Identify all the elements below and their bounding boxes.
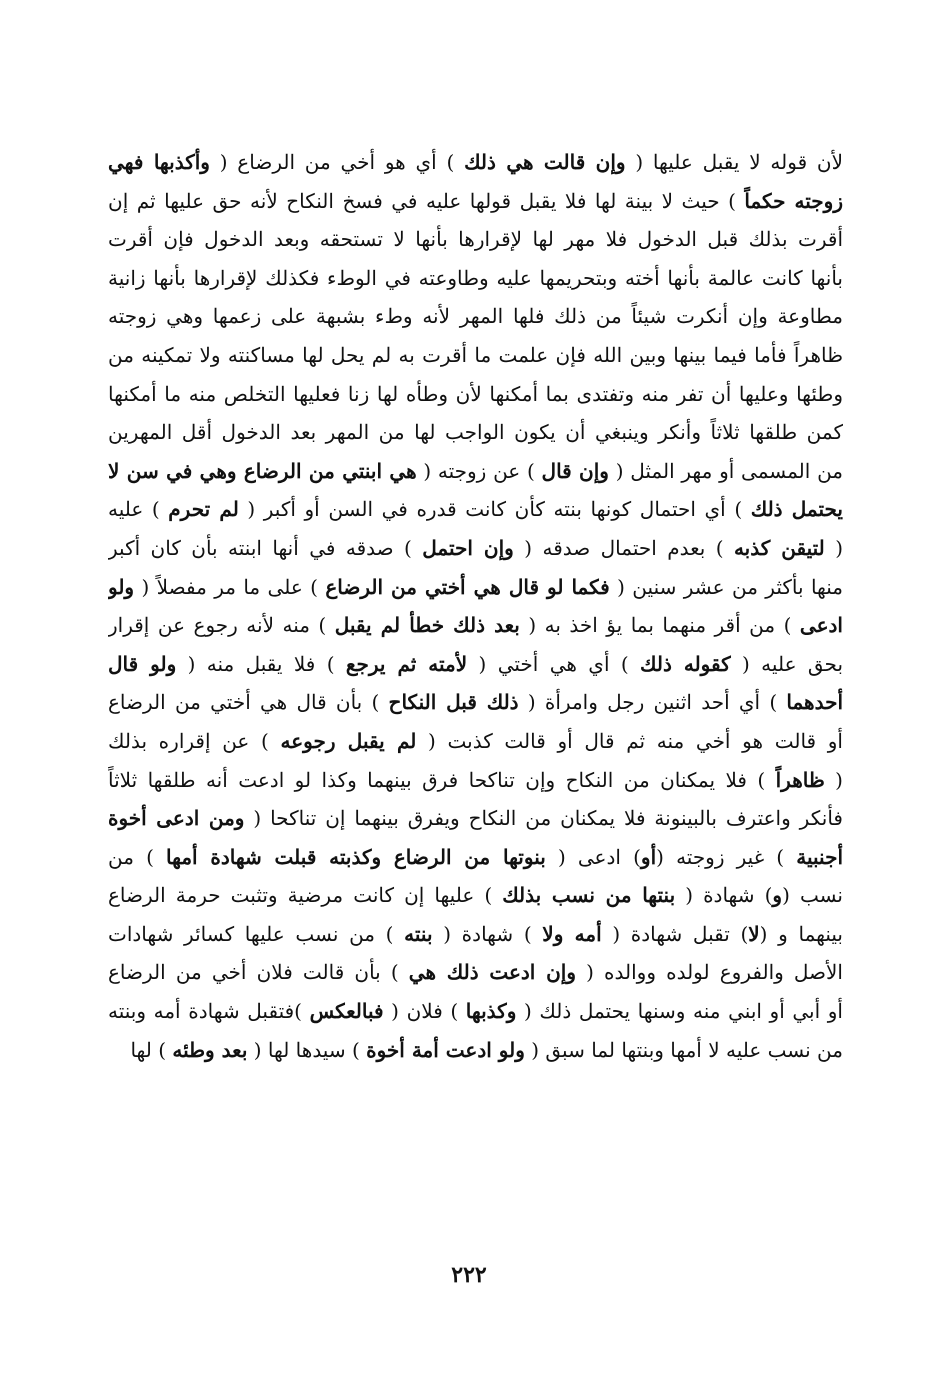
text-line: [108, 259, 843, 298]
text-segment: لأن قوله لا يقبل عليها (: [625, 150, 843, 174]
text-segment: ) عليه: [108, 497, 169, 522]
text-line: [108, 645, 843, 684]
bold-text-segment: بعد ذلك خطأ لم يقبل: [334, 613, 520, 638]
text-line: [108, 220, 843, 259]
text-line: [108, 761, 843, 800]
text-segment: )فتقبل شهادة أمه وبنته: [108, 999, 310, 1024]
bold-text-segment: ذلك قبل النكاح: [388, 690, 519, 715]
text-segment: ) على ما مر مفصلاً (: [134, 574, 326, 599]
text-line: [108, 953, 843, 992]
bold-text-segment: وإن قال: [541, 458, 609, 483]
bold-text-segment: كقوله ذلك: [640, 651, 731, 676]
text-segment: كمن طلقها ثلاثاً وأنكر وينبغي أن يكون الواجب لها من المهر بعد الدخول أقل المهرين: [108, 420, 843, 445]
bold-text-segment: لأمته ثم يرجع: [345, 651, 468, 676]
bold-text-segment: بعد وطئه: [172, 1037, 248, 1062]
text-segment: ) أي هي أختي (: [467, 651, 641, 676]
text-segment: ) أي أحد اثنين رجل وامرأة (: [518, 690, 787, 715]
bold-text-segment: زوجته حكماً: [744, 188, 843, 213]
text-line: [108, 452, 843, 491]
text-segment: (: [824, 767, 843, 792]
bold-text-segment: لتيقن كذبه: [733, 535, 825, 560]
bold-text-segment: و: [772, 883, 783, 908]
text-segment: ) منه لأنه رجوع عن إقرار: [108, 613, 335, 638]
text-segment: ) فلان (: [383, 999, 466, 1024]
text-line: [108, 143, 843, 182]
text-segment: ) بأن قالت فلان أخي من الرضاع: [108, 960, 409, 985]
bold-text-segment: لم يقبل رجوعه: [280, 728, 417, 753]
text-segment: ) بأن قال هي أختي من الرضاع: [108, 690, 389, 715]
text-segment: ) عن إقراره بذلك: [108, 728, 281, 753]
bold-text-segment: بنته: [404, 921, 433, 946]
text-line: [108, 606, 843, 645]
bold-text-segment: ولو: [108, 574, 135, 599]
text-segment: ) شهادة (: [432, 921, 543, 946]
bold-text-segment: وإن احتمل: [422, 535, 514, 560]
text-segment: ) صدقه في أنها ابنته بأن كان أكبر: [108, 535, 423, 560]
text-line: [108, 799, 843, 838]
text-line: [108, 876, 843, 915]
text-segment: مطاوعة وإن أنكرت شيئاً من ذلك فلها المهر لأنه وطء بشبهة على زعمها وهي زوجته: [108, 304, 843, 329]
text-segment: بينهما و (: [759, 921, 843, 946]
bold-text-segment: ظاهراً: [775, 767, 825, 792]
text-line: [108, 1031, 843, 1070]
text-segment: ) لها: [130, 1037, 173, 1062]
text-segment: من المسمى أو مهر المثل (: [608, 458, 843, 483]
bold-text-segment: هي ابنتي من الرضاع وهي في سن لا: [108, 458, 417, 483]
text-segment: بحق عليه (: [730, 651, 843, 676]
text-segment: ) حيث لا بينة لها فلا يقبل قولها عليه في فسخ النكاح لأنه حق عليها ثم إن: [108, 188, 745, 213]
bold-text-segment: فكما لو قال هي أختي من الرضاع: [325, 574, 610, 599]
bold-text-segment: أجنبية: [796, 844, 843, 869]
text-line: [108, 336, 843, 375]
text-line: [108, 838, 843, 877]
bold-text-segment: وإن ادعت ذلك هي: [408, 960, 576, 985]
text-segment: ) من نسب عليها كسائر شهادات: [108, 921, 405, 946]
bold-text-segment: فبالعكس: [309, 999, 384, 1024]
text-segment: من نسب عليه لا أمها وبنتها لما سبق (: [524, 1037, 843, 1062]
bold-text-segment: بنتها من نسب بذلك: [502, 883, 676, 908]
text-segment: ) شهادة (: [675, 883, 773, 908]
text-segment: (: [824, 535, 843, 560]
text-segment: ) فلا يقبل منه (: [176, 651, 346, 676]
text-segment: أو أبي أو ابني منه وسنها يحتمل ذلك (: [516, 999, 843, 1024]
text-segment: ) من: [108, 844, 167, 869]
bold-text-segment: وكذبها: [465, 999, 517, 1024]
text-segment: ) فلا يمكنان من النكاح وإن تناكحا فرق بينهما وكذا لو ادعت أنه طلقها ثلاثاً: [108, 767, 776, 792]
bold-text-segment: أو: [640, 844, 657, 869]
bold-text-segment: أمه ولا: [542, 921, 602, 946]
text-segment: ) أي هو أخي من الرضاع (: [209, 150, 465, 174]
text-segment: ) تقبل شهادة (: [601, 921, 749, 946]
text-segment: ) بعدم احتمال صدقه (: [513, 535, 734, 560]
bold-text-segment: وأكذبها فهي: [108, 150, 210, 174]
text-line: [108, 490, 843, 529]
text-line: [108, 683, 843, 722]
text-segment: ) أي احتمال كونها بنته كأن كانت قدره في السن أو أكبر (: [238, 497, 751, 522]
text-segment: الأصل والفروع لولده ووالده (: [576, 960, 843, 985]
text-segment: ) عن زوجته (: [416, 458, 542, 483]
bold-text-segment: أحدهما: [786, 690, 843, 715]
bold-text-segment: ومن ادعى أخوة: [108, 806, 245, 831]
text-segment: ) من أقر منهما بما يؤ اخذ به (: [519, 613, 800, 638]
text-segment: أقرت بذلك قبل الدخول فلا مهر لها لإقرارها بأنها لا تستحقه وبعد الدخول فإن أقرت: [108, 227, 843, 252]
text-segment: بأنها كانت عالمة بأنها أخته وبتحريمها عليه وطاوعته في الوطء فكذلك لإقرارها بأنها زانية: [108, 265, 843, 290]
bold-text-segment: يحتمل ذلك: [750, 497, 843, 522]
text-segment: وطئها وعليها أن تفر منه وتفتدى بما أمكنها لأن وطأه لها زنا فعليها التخلص منه ما أمكنها: [108, 381, 843, 406]
bold-text-segment: لا: [748, 921, 760, 946]
text-segment: ظاهراً فأما فيما بينها وبين الله فإن علمت ما أقرت به لم يحل لها مساكنته ولا تمكينه من: [108, 342, 843, 367]
text-line: [108, 568, 843, 607]
text-segment: نسب (: [782, 883, 843, 908]
text-line: [108, 722, 843, 761]
text-segment: منها بأكثر من عشر سنين (: [609, 574, 843, 599]
text-segment: ) سيدها لها (: [247, 1037, 367, 1062]
bold-text-segment: ادعى: [799, 613, 843, 638]
text-segment: ) عليها إن كانت مرضية وتثبت حرمة الرضاع: [108, 883, 503, 908]
text-line: [108, 915, 843, 954]
text-segment: ) غير زوجته (: [656, 844, 797, 869]
text-line: [108, 375, 843, 414]
text-segment: أو قالت هو أخي منه ثم قال أو قالت كذبت (: [416, 728, 843, 753]
text-line: [108, 297, 843, 336]
text-segment: ) ادعى (: [545, 844, 641, 869]
bold-text-segment: بنوتها من الرضاع وكذبته قبلت شهادة أمها: [166, 844, 546, 869]
text-line: [108, 529, 843, 568]
text-line: [108, 413, 843, 452]
text-line: [108, 182, 843, 221]
text-line: [108, 992, 843, 1031]
bold-text-segment: وإن قالت هي ذلك: [464, 150, 626, 174]
body-text: [108, 143, 843, 1069]
page-number: ٢٢٢: [451, 1262, 487, 1288]
text-segment: فأنكر واعترف بالبينونة فلا يمكنان من النكاح ويفرق بينهما إن تناكحا (: [244, 806, 843, 831]
bold-text-segment: ولو ادعت أمة أخوة: [366, 1037, 525, 1062]
bold-text-segment: لم تحرم: [168, 497, 239, 522]
bold-text-segment: ولو قال: [108, 651, 177, 676]
